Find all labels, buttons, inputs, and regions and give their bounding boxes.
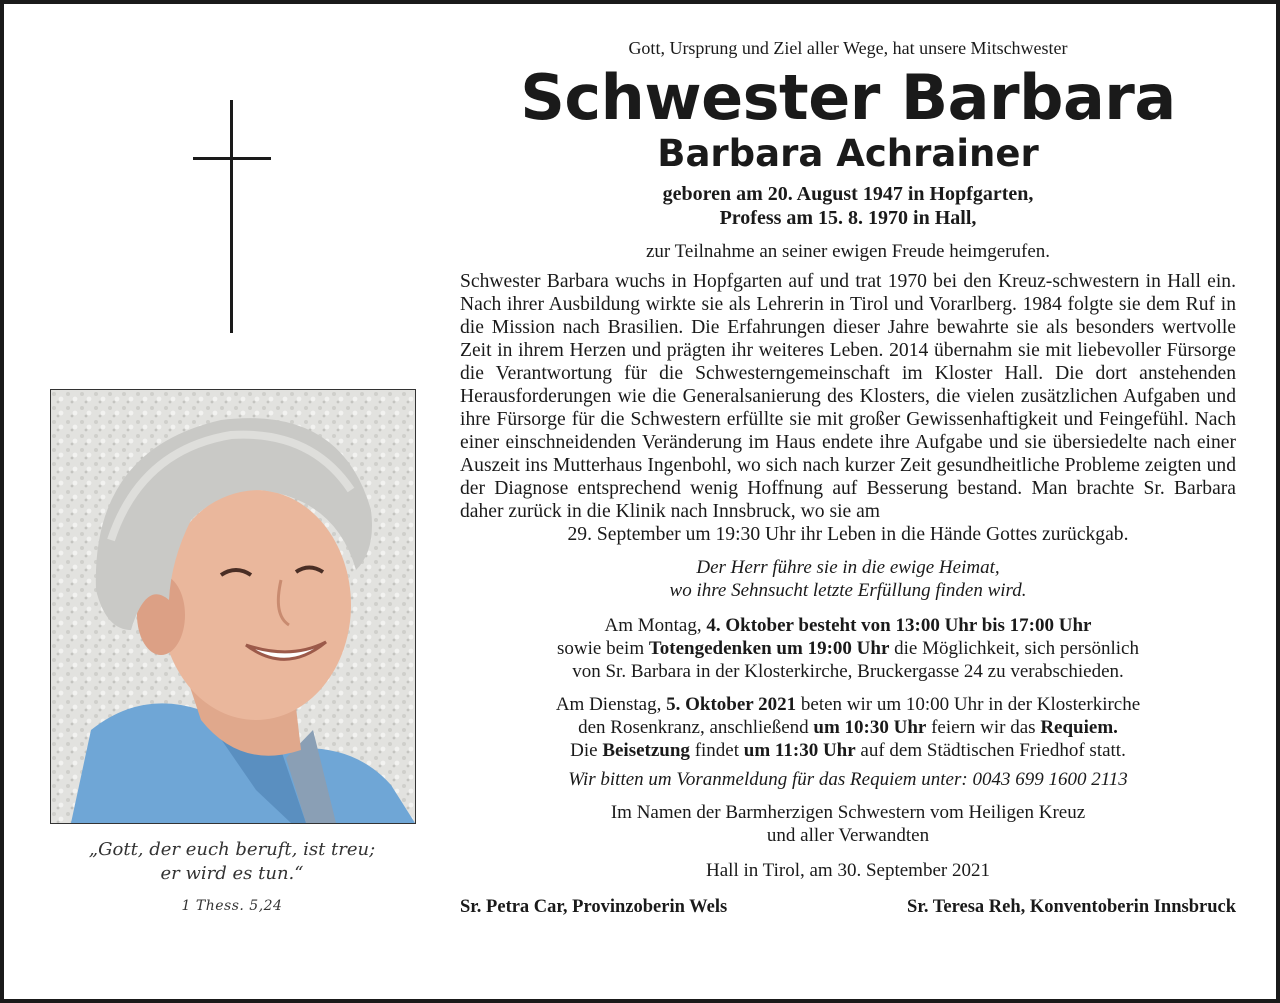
portrait-illustration [51,390,415,823]
text-span: Am Dienstag, [555,694,667,715]
portrait-photo [50,389,416,824]
text-span: Die [570,740,603,761]
deceased-name: Schwester Barbara [520,61,1176,134]
verse-line: Der Herr führe sie in die ewige Heimat, [696,557,1000,578]
cross-icon-crossbar [193,157,271,160]
intro-line: Gott, Ursprung und Ziel aller Wege, hat unsere Mitschwester [628,38,1068,58]
bold-span: Totengedenken um 19:00 Uhr [648,638,890,659]
verse-line: wo ihre Sehnsucht letzte Erfüllung finden wird. [669,580,1027,601]
profess-line: Profess am 15. 8. 1970 in Hall, [719,207,977,229]
registration-note: Wir bitten um Voranmeldung für das Requiem unter: 0043 699 1600 2113 [568,769,1128,790]
on-behalf [460,801,1236,847]
cross-icon [230,100,233,333]
bold-span: um 10:30 Uhr [813,717,927,738]
funeral-line-2 [460,716,1236,739]
birth-line: geboren am 20. August 1947 in Hopfgarten, [662,183,1034,205]
biography: Schwester Barbara wuchs in Hopfgarten auf und trat 1970 bei den Kreuz-schwestern in Hall ein. Nach ihrer Ausbildung wirkte sie als Lehrerin in Tirol und Vorarlberg. 1984 folgte sie dem Ruf in die Mission nach Brasilien. Die Erfahrungen dieser Jahre bewahrte sie als besonders wertvolle Zeit in ihrem Herzen und prägten ihr weiteres Leben. 2014 übernahm sie mit liebevoller Fürsorge die Verantwortung für die Schwesterngemeinschaft im Kloster Hall. Die dort anstehenden Herausforderungen wie die Generalsanierung des Klosters, die vielen zusätzlichen Aufgaben und ihre Fürsorge für die Schwestern erfüllte sie mit großer Gewissenhaftigkeit und Feingefühl. Nach einer einschneidenden Veränderung im Haus endete ihre Aufgabe und sie übersiedelte nach einer Auszeit ins Mutterhaus Ingenbohl, wo sich nach kurzer Zeit gesundheitliche Probleme zeigten und der Diagnose entsprechend wenig Hoffnung auf Besserung bestand. Man brachte Sr. Barbara daher zurück in die Klinik nach Innsbruck, wo sie am [460,271,1236,522]
text-span: Am Montag, [604,615,707,636]
signer-left: Sr. Petra Car, Provinzoberin Wels [460,897,728,917]
place-date: Hall in Tirol, am 30. September 2021 [706,860,990,881]
funeral-line-1 [460,693,1236,716]
signer-right: Sr. Teresa Reh, Konventoberin Innsbruck [907,897,1236,917]
civil-name: Barbara Achrainer [657,132,1039,175]
text-span: beten wir um 10:00 Uhr in der Klosterkirche [796,694,1141,715]
bold-span: Beisetzung [602,740,690,761]
viewing-line-3: von Sr. Barbara in der Klosterkirche, Bruckergasse 24 zu verabschieden. [572,661,1124,682]
funeral-info [460,693,1236,762]
text-span: findet [689,740,744,761]
bold-span: Requiem. [1040,717,1118,738]
viewing-line-2 [460,637,1236,660]
on-behalf-line: Im Namen der Barmherzigen Schwestern vom Heiligen Kreuz [610,802,1086,823]
text-span: die Möglichkeit, sich persönlich [889,638,1139,659]
bold-span: 4. Oktober besteht von 13:00 Uhr bis 17:00 Uhr [706,615,1092,636]
quote-line: er wird es tun.“ [160,863,304,884]
bold-span: 5. Oktober 2021 [666,694,797,715]
bold-span: um 11:30 Uhr [743,740,856,761]
life-dates [460,182,1236,230]
viewing-line-1 [460,614,1236,637]
text-span: auf dem Städtischen Friedhof statt. [855,740,1126,761]
verse [460,556,1236,602]
text-span: den Rosenkranz, anschließend [578,717,814,738]
funeral-line-3 [460,739,1236,762]
called-home-line: zur Teilnahme an seiner ewigen Freude heimgerufen. [645,241,1051,262]
text-span: feiern wir das [926,717,1041,738]
signers [460,896,1236,919]
quote-line: „Gott, der euch beruft, ist treu; [88,839,376,860]
obituary-text [460,36,1236,919]
on-behalf-line: und aller Verwandten [766,825,930,846]
text-span: sowie beim [557,638,649,659]
quote-reference: 1 Thess. 5,24 [181,898,283,914]
viewing-info [460,614,1236,683]
bible-quote [50,838,414,916]
biography-last-line: 29. September um 19:30 Uhr ihr Leben in die Hände Gottes zurückgab. [567,524,1129,545]
